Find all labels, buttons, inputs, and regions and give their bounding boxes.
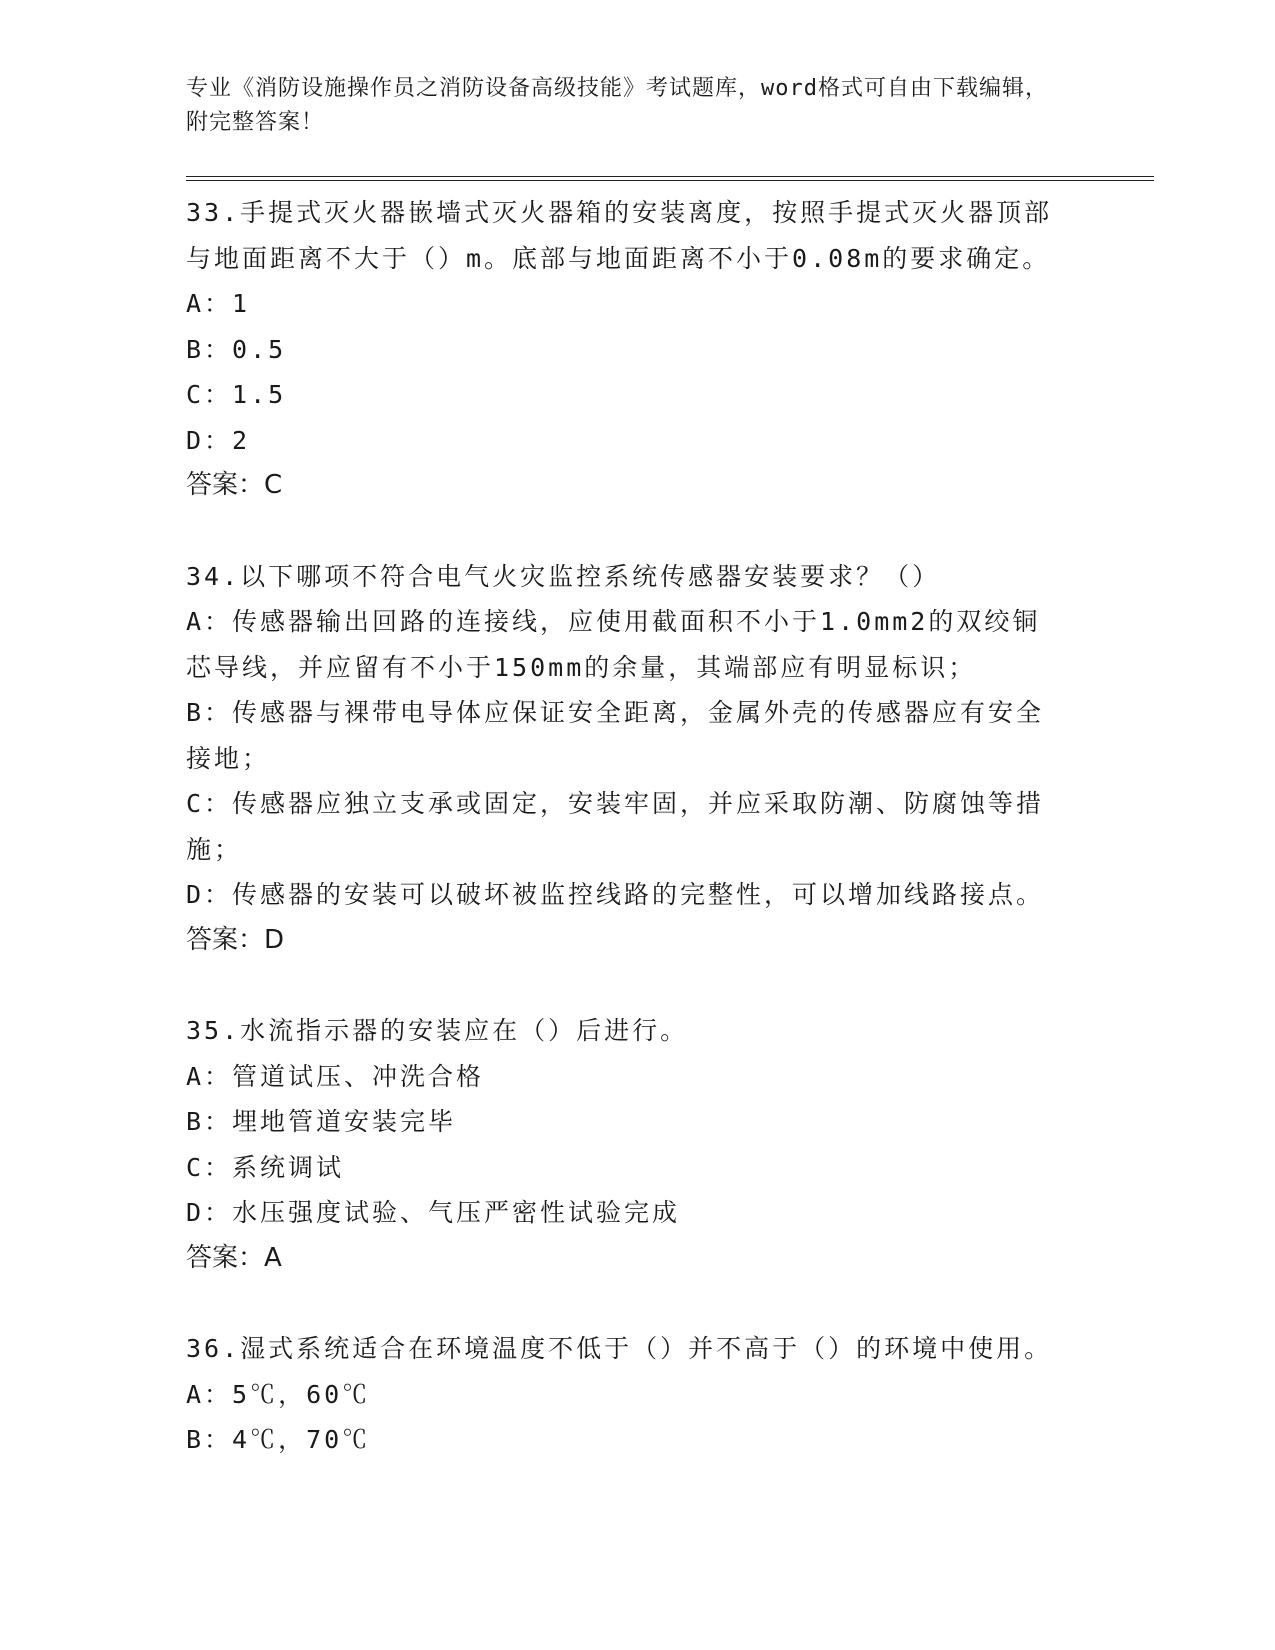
answer-label: 答案：D bbox=[186, 924, 285, 955]
header-text: 专业《消防设施操作员之消防设备高级技能》考试题库，word格式可自由下载编辑，附完整答案！ bbox=[186, 76, 1048, 135]
option-d: D：水压强度试验、气压严密性试验完成 bbox=[186, 1198, 681, 1227]
option-c: C：1.5 bbox=[186, 380, 287, 409]
option-a: A：5℃，60℃ bbox=[186, 1379, 371, 1409]
question-stem: 34.以下哪项不符合电气火灾监控系统传感器安装要求？（） bbox=[186, 561, 941, 591]
option-b: B：传感器与裸带电导体应保证安全距离，金属外壳的传感器应有安全接地； bbox=[186, 698, 1045, 773]
option-a: A：管道试压、冲洗合格 bbox=[186, 1061, 485, 1091]
answer-label: 答案：A bbox=[186, 1242, 282, 1273]
option-b: B：4℃，70℃ bbox=[186, 1425, 371, 1454]
question-33 bbox=[186, 190, 1066, 509]
question-stem: 33.手提式灭火器嵌墙式灭火器箱的安装离度，按照手提式灭火器顶部与地面距离不大于（）m。底部与地面距离不小于0.08m的要求确定。 bbox=[186, 198, 1053, 273]
option-c: C：传感器应独立支承或固定，安装牢固，并应采取防潮、防腐蚀等措施； bbox=[186, 789, 1045, 864]
option-d: D：传感器的安装可以破坏被监控线路的完整性，可以增加线路接点。 bbox=[186, 880, 1045, 909]
option-c: C：系统调试 bbox=[186, 1152, 345, 1182]
option-b: B：埋地管道安装完毕 bbox=[186, 1107, 457, 1136]
option-a: A：传感器输出回路的连接线，应使用截面积不小于1.0mm2的双绞铜芯导线，并应留有不小于150mm的余量，其端部应有明显标识； bbox=[186, 607, 1041, 682]
option-a: A：1 bbox=[186, 289, 251, 318]
question-stem: 36.湿式系统适合在环境温度不低于（）并不高于（）的环境中使用。 bbox=[186, 1334, 1053, 1363]
header-divider-top bbox=[186, 176, 1154, 177]
question-34 bbox=[186, 554, 1066, 964]
option-d: D：2 bbox=[186, 425, 251, 455]
question-list bbox=[186, 190, 1066, 1508]
header-divider-bottom bbox=[186, 180, 1154, 181]
answer-label: 答案：C bbox=[186, 470, 283, 500]
question-stem: 35.水流指示器的安装应在（）后进行。 bbox=[186, 1016, 689, 1045]
option-b: B：0.5 bbox=[186, 334, 287, 364]
question-35 bbox=[186, 1008, 1066, 1281]
question-36 bbox=[186, 1326, 1066, 1463]
